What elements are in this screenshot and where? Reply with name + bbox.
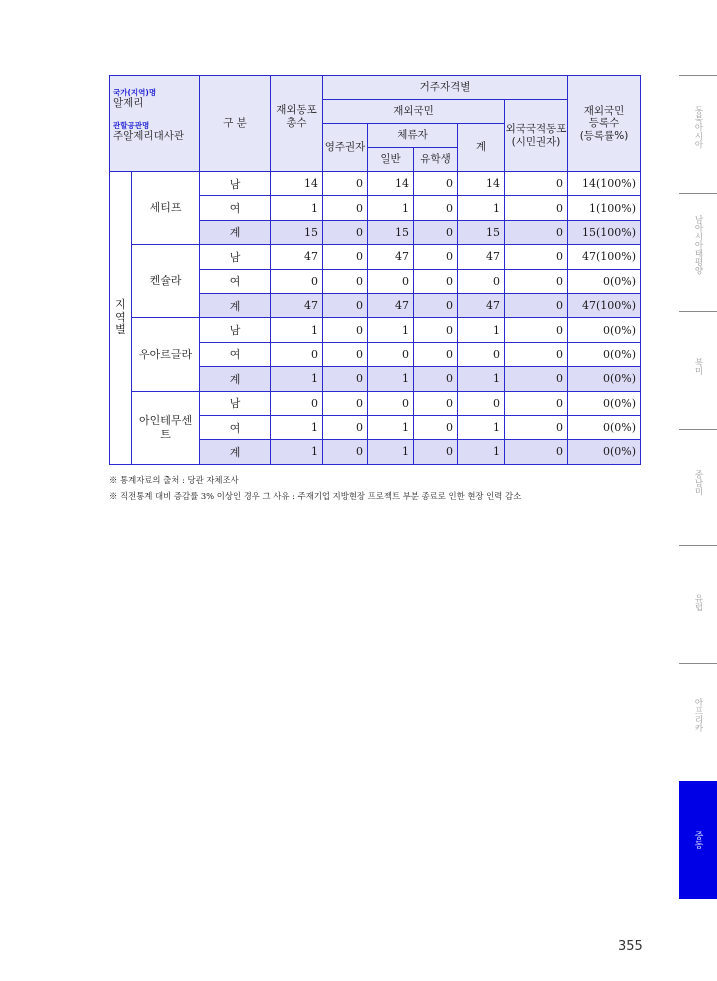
total-cell: 0 (271, 342, 323, 366)
foreign-citizens-cell: 0 (505, 342, 568, 366)
student-cell: 0 (414, 220, 458, 244)
subtotal-cell: 47 (458, 245, 505, 269)
student-cell: 0 (414, 367, 458, 391)
general-cell: 1 (368, 318, 414, 342)
footnote-source: ※ 통계자료의 출처 : 당관 자체조사 (109, 475, 239, 485)
table-row (110, 318, 641, 342)
office-label: 관할공관명 (113, 120, 150, 130)
total-cell: 1 (271, 440, 323, 464)
total-cell: 0 (271, 269, 323, 293)
general-cell: 0 (368, 391, 414, 415)
student-cell: 0 (414, 318, 458, 342)
side-tab-africa[interactable] (679, 698, 717, 746)
side-tab-label: 유럽 (693, 594, 703, 611)
permanent-cell: 0 (323, 245, 368, 269)
general-cell: 0 (368, 342, 414, 366)
registered-cell: 0(0%) (568, 318, 641, 342)
foreign-citizens-cell: 0 (505, 245, 568, 269)
side-tab-europe[interactable] (679, 594, 717, 618)
subtotal-cell: 0 (458, 269, 505, 293)
foreign-citizens-cell: 0 (505, 318, 568, 342)
office-value: 주알제리대사관 (113, 129, 185, 142)
subtotal-cell: 1 (458, 196, 505, 220)
student-cell: 0 (414, 391, 458, 415)
foreign-citizens-header: 외국국적동포 (시민권자) (505, 100, 568, 172)
region-header: 지 역 별 (110, 172, 132, 465)
country-label: 국가(지역)명 (113, 88, 157, 97)
permanent-cell: 0 (323, 391, 368, 415)
side-tab-label: 중남미 (693, 470, 703, 496)
footnote-change-reason: ※ 직전통계 대비 증감률 3% 이상인 경우 그 사유 : 주재기업 지방현장 프로젝트 부분 종료로 인한 현장 인력 감소 (109, 491, 522, 501)
category-cell: 계 (200, 367, 271, 391)
foreign-citizens-cell: 0 (505, 269, 568, 293)
page-number: 355 (618, 939, 643, 954)
general-cell: 47 (368, 245, 414, 269)
total-overseas-header: 재외동포 총수 (271, 76, 323, 172)
side-divider (679, 429, 717, 430)
subtotal-cell: 0 (458, 391, 505, 415)
general-cell: 1 (368, 367, 414, 391)
student-cell: 0 (414, 293, 458, 317)
category-cell: 여 (200, 415, 271, 439)
side-divider (679, 311, 717, 312)
side-divider (679, 75, 717, 76)
registered-cell: 0(0%) (568, 342, 641, 366)
student-cell: 0 (414, 415, 458, 439)
category-cell: 여 (200, 269, 271, 293)
category-cell: 계 (200, 220, 271, 244)
student-cell: 0 (414, 269, 458, 293)
foreign-citizens-cell: 0 (505, 220, 568, 244)
total-cell: 1 (271, 318, 323, 342)
permanent-cell: 0 (323, 342, 368, 366)
registered-header: 재외국민 등록수 (등록률%) (568, 76, 641, 172)
category-cell: 계 (200, 293, 271, 317)
total-cell: 47 (271, 245, 323, 269)
table-body (110, 172, 641, 465)
subtotal-cell: 15 (458, 220, 505, 244)
registered-cell: 15(100%) (568, 220, 641, 244)
category-header: 구 분 (200, 76, 271, 172)
permanent-cell: 0 (323, 318, 368, 342)
foreign-citizens-cell: 0 (505, 367, 568, 391)
permanent-cell: 0 (323, 172, 368, 196)
student-cell: 0 (414, 172, 458, 196)
side-divider (679, 193, 717, 194)
table-row (110, 245, 641, 269)
permanent-cell: 0 (323, 196, 368, 220)
total-cell: 1 (271, 367, 323, 391)
permanent-cell: 0 (323, 415, 368, 439)
side-divider (679, 663, 717, 664)
general-cell: 14 (368, 172, 414, 196)
residence-status-header: 거주자격별 (323, 76, 568, 100)
side-tab-label: 아프리카 (693, 698, 703, 732)
foreign-citizens-cell: 0 (505, 415, 568, 439)
category-cell: 여 (200, 196, 271, 220)
side-tab-label: 북미 (693, 358, 703, 375)
student-cell: 0 (414, 342, 458, 366)
foreign-citizens-cell: 0 (505, 391, 568, 415)
residence-statistics-table (109, 75, 641, 465)
category-cell: 남 (200, 391, 271, 415)
general-header: 일반 (368, 148, 414, 172)
total-cell: 14 (271, 172, 323, 196)
total-cell: 0 (271, 391, 323, 415)
side-tab-middle-east[interactable] (679, 781, 717, 899)
permanent-cell: 0 (323, 440, 368, 464)
region-name: 켄슐라 (132, 245, 200, 318)
registered-cell: 47(100%) (568, 245, 641, 269)
country-value: 알제리 (113, 97, 144, 109)
student-cell: 0 (414, 196, 458, 220)
permanent-cell: 0 (323, 269, 368, 293)
subtotal-cell: 1 (458, 440, 505, 464)
sojourner-header: 체류자 (368, 124, 458, 148)
permanent-cell: 0 (323, 220, 368, 244)
region-name: 아인테무센 트 (132, 391, 200, 464)
region-name: 우아르글라 (132, 318, 200, 391)
foreign-citizens-cell: 0 (505, 172, 568, 196)
side-tab-northeast-asia[interactable] (679, 106, 717, 166)
registered-cell: 1(100%) (568, 196, 641, 220)
permanent-header: 영주권자 (323, 124, 368, 172)
foreign-citizens-cell: 0 (505, 196, 568, 220)
permanent-cell: 0 (323, 367, 368, 391)
side-tab-south-asia-pacific[interactable] (679, 215, 717, 295)
subtotal-cell: 1 (458, 318, 505, 342)
subtotal-header: 계 (458, 124, 505, 172)
total-cell: 1 (271, 415, 323, 439)
subtotal-cell: 14 (458, 172, 505, 196)
side-tab-north-america[interactable] (679, 358, 717, 382)
general-cell: 47 (368, 293, 414, 317)
subtotal-cell: 1 (458, 415, 505, 439)
total-cell: 15 (271, 220, 323, 244)
side-tab-latin-america[interactable] (679, 470, 717, 506)
subtotal-cell: 0 (458, 342, 505, 366)
registered-cell: 47(100%) (568, 293, 641, 317)
category-cell: 남 (200, 318, 271, 342)
category-cell: 계 (200, 440, 271, 464)
registered-cell: 0(0%) (568, 391, 641, 415)
footnotes (109, 472, 521, 504)
subtotal-cell: 1 (458, 367, 505, 391)
table-row (110, 391, 641, 415)
general-cell: 15 (368, 220, 414, 244)
general-cell: 1 (368, 440, 414, 464)
side-tab-label: 남아시아태평양 (693, 215, 703, 275)
registered-cell: 0(0%) (568, 269, 641, 293)
student-cell: 0 (414, 245, 458, 269)
nationals-header: 재외국민 (323, 100, 505, 124)
side-tab-label: 동북아시아 (693, 106, 703, 149)
category-cell: 여 (200, 342, 271, 366)
total-cell: 47 (271, 293, 323, 317)
permanent-cell: 0 (323, 293, 368, 317)
category-cell: 남 (200, 172, 271, 196)
country-header-cell (110, 76, 200, 172)
registered-cell: 0(0%) (568, 367, 641, 391)
registered-cell: 0(0%) (568, 415, 641, 439)
side-tab-label-active: 중동 (692, 831, 703, 849)
student-header: 유학생 (414, 148, 458, 172)
region-name: 세티프 (132, 172, 200, 245)
general-cell: 1 (368, 196, 414, 220)
student-cell: 0 (414, 440, 458, 464)
general-cell: 1 (368, 415, 414, 439)
general-cell: 0 (368, 269, 414, 293)
side-divider (679, 545, 717, 546)
category-cell: 남 (200, 245, 271, 269)
foreign-citizens-cell: 0 (505, 440, 568, 464)
table-row (110, 172, 641, 196)
subtotal-cell: 47 (458, 293, 505, 317)
foreign-citizens-cell: 0 (505, 293, 568, 317)
registered-cell: 0(0%) (568, 440, 641, 464)
registered-cell: 14(100%) (568, 172, 641, 196)
total-cell: 1 (271, 196, 323, 220)
